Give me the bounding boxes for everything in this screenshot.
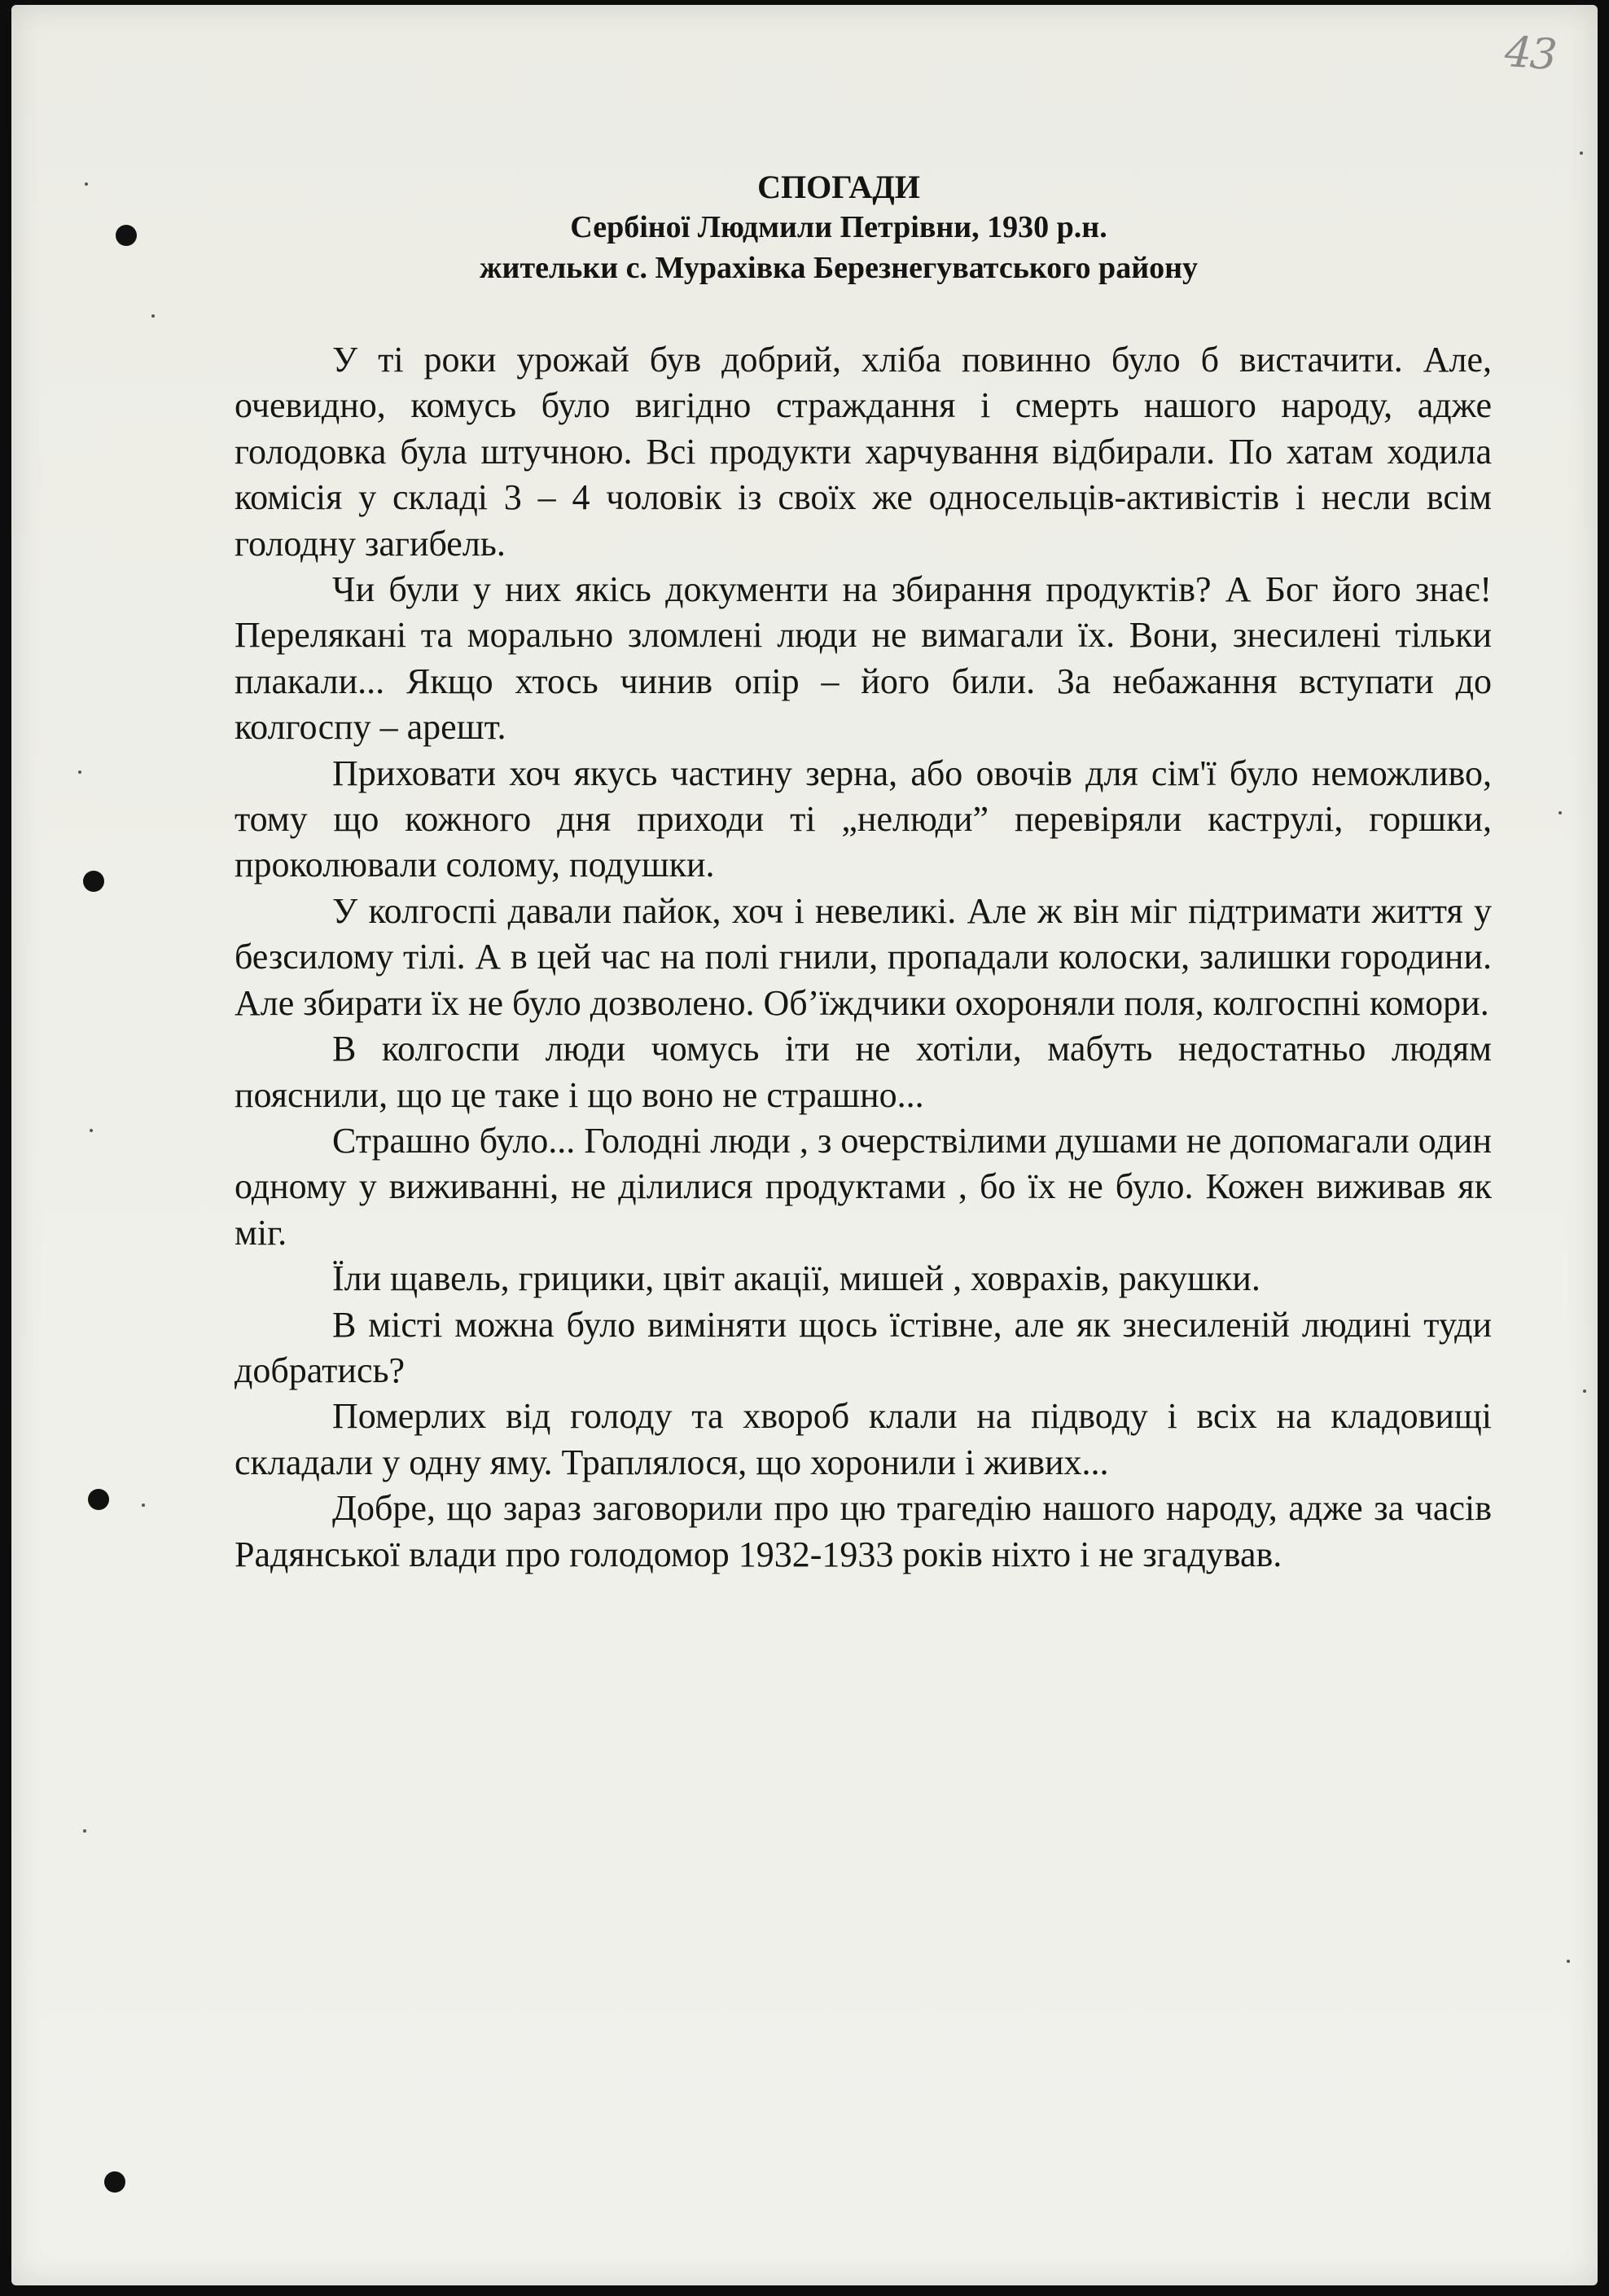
punch-hole-3 [88, 1489, 109, 1510]
paragraph: Померлих від голоду та хвороб клали на підводу і всіх на кладовищі складали у одну яму. Траплялося, що хоронили і живих... [235, 1396, 1492, 1482]
paragraph: Страшно було... Голодні люди , з очерствілими душами не допомагали один одному у виживанні, не ділилися продуктами , бо їх не було. Кожен виживав як міг. [235, 1120, 1492, 1253]
speck [142, 1504, 145, 1507]
speck [90, 1129, 93, 1132]
punch-hole-4 [104, 2171, 125, 2193]
paragraph: Добре, що зараз заговорили про цю трагедію нашого народу, адже за часів Радянської влади про голодомор 1932-1933 років ніхто і не згадував. [235, 1488, 1492, 1574]
paragraph: В колгоспи люди чомусь іти не хотіли, мабуть недостатньо людям пояснили, що це таке і що воно не страшно... [235, 1029, 1492, 1115]
paragraph: Приховати хоч якусь частину зерна, або овочів для сім'ї було неможливо, тому що кожного дня приходи ті „нелюди” перевіряли каструлі, горшки, проколювали солому, подушки. [235, 753, 1492, 885]
speck [78, 770, 81, 774]
speck [1567, 1960, 1570, 1963]
speck [1583, 1389, 1586, 1393]
document-subtitle-author: Сербіної Людмили Петрівни, 1930 р.н. [570, 210, 1107, 244]
paragraph: Їли щавель, грицики, цвіт акації, мишей , ховрахів, ракушки. [332, 1258, 1260, 1299]
page-number: 43 [1502, 27, 1558, 81]
speck [83, 1829, 86, 1833]
paragraph: У колгоспі давали пайок, хоч і невеликі. Але ж він міг підтримати життя у безсилому тілі. А в цей час на полі гнили, пропадали колоски, залишки городини. Але збирати їх не було дозволено. Об’їждчики охороняли поля, колгоспні комори. [235, 890, 1492, 1023]
speck [1559, 811, 1562, 814]
punch-hole-2 [83, 871, 104, 892]
speck [151, 314, 155, 318]
paragraph: Чи були у них якісь документи на збирання продуктів? А Бог його знає! Перелякані та морально зломлені люди не вимагали їх. Вони, знесилені тільки плакали... Якщо хтось чинив опір – його били. За небажання вступати до колгоспу – арешт. [235, 569, 1492, 748]
paragraph: У ті роки урожай був добрий, хліба повинно було б вистачити. Але, очевидно, комусь було вигідно страждання і смерть нашого народу, адже голодовка була штучною. Всі продукти харчування відбирали. По хатам ходила комісія у складі 3 – 4 чоловік із своїх же односельців-активістів і несли всім голодну загибель. [235, 340, 1492, 564]
document-subtitle-residence: жительки с. Мурахівка Березнегуватського району [480, 251, 1198, 285]
document-title: СПОГАДИ [757, 169, 920, 205]
paragraph: В місті можна було виміняти щось їстівне, але як знесиленій людині туди добратись? [235, 1304, 1492, 1390]
speck [1580, 151, 1583, 155]
document-body [235, 337, 1492, 1578]
document-header [0, 168, 1609, 288]
